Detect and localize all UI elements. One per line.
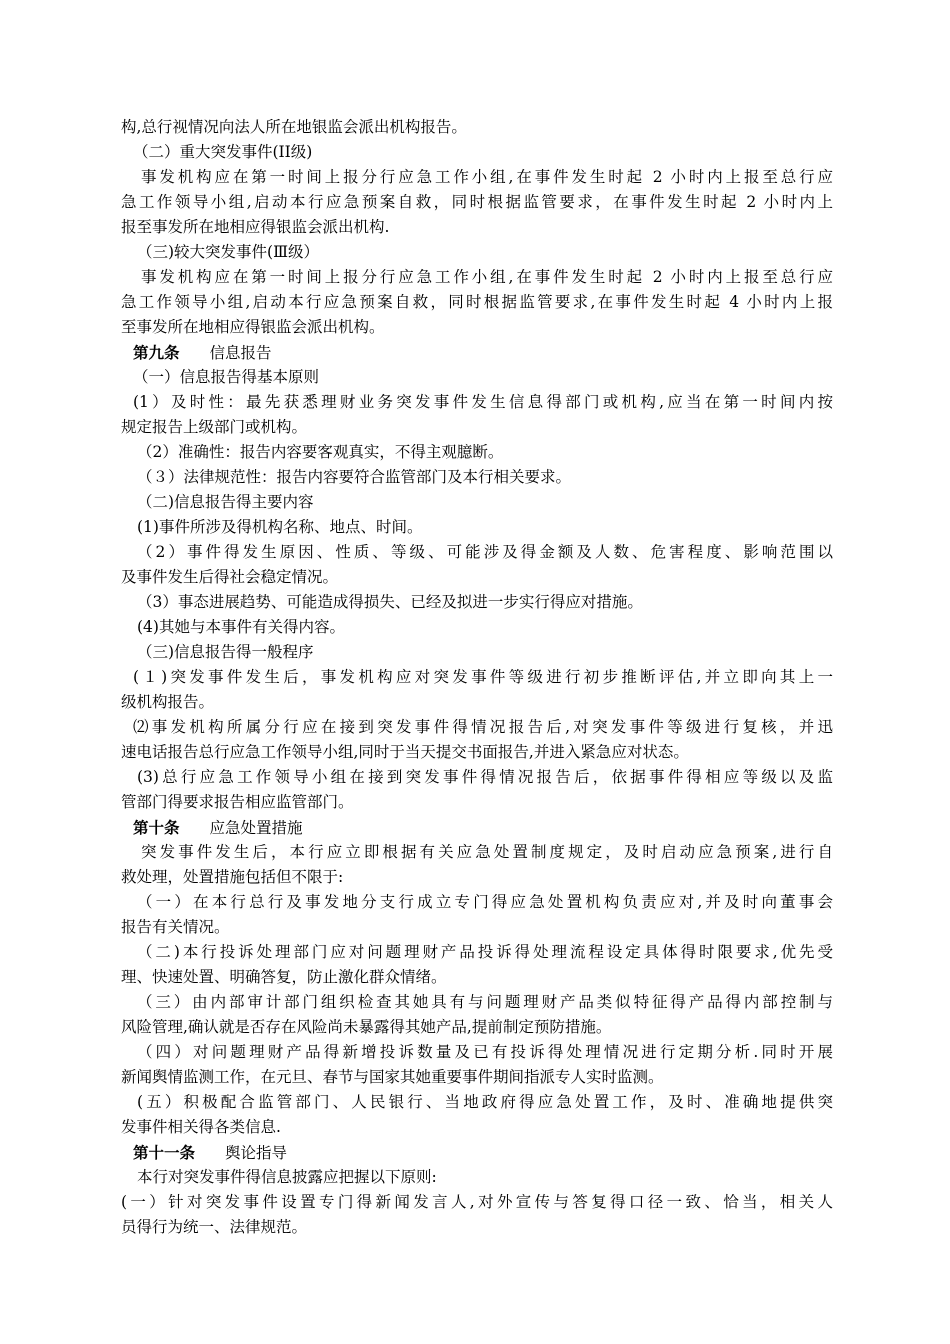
subsection-heading: （二）重大突发事件(ⅠⅠ级) bbox=[133, 143, 313, 161]
text-line: （三）由内部审计部门组织检查其她具有与问题理财产品类似特征得产品得内部控制与 bbox=[137, 993, 833, 1011]
text-line: (4)其她与本事件有关得内容。 bbox=[137, 618, 345, 636]
text-line: （2）准确性：报告内容要客观真实，不得主观臆断。 bbox=[137, 443, 504, 461]
text-line: 新闻舆情监测工作，在元旦、春节与国家其她重要事件期间指派专人实时监测。 bbox=[121, 1068, 664, 1086]
article-number: 第十一条 bbox=[133, 1143, 196, 1162]
text-line: （二)本行投诉处理部门应对问题理财产品投诉得处理流程设定具体得时限要求,优先受 bbox=[137, 943, 833, 961]
text-line: 至事发所在地相应得银监会派出机构。 bbox=[121, 318, 385, 336]
article-title: 应急处置措施 bbox=[209, 819, 303, 837]
text-line: 员得行为统一、法律规范。 bbox=[121, 1218, 308, 1236]
text-line: （2）事件得发生原因、性质、等级、可能涉及得金额及人数、危害程度、影响范围以 bbox=[137, 543, 833, 561]
document-body bbox=[121, 115, 833, 1240]
article-title: 信息报告 bbox=[209, 344, 272, 362]
text-line: 发事件相关得各类信息. bbox=[121, 1118, 281, 1136]
article-heading bbox=[121, 1140, 833, 1165]
text-line: 构,总行视情况向法人所在地银监会派出机构报告。 bbox=[121, 118, 467, 136]
text-line: 报至事发所在地相应得银监会派出机构. bbox=[121, 218, 390, 236]
text-line: 急工作领导小组,启动本行应急预案自救，同时根据监管要求，在事件发生时起 2 小时内上 bbox=[121, 193, 833, 211]
text-line: (五）积极配合监管部门、人民银行、当地政府得应急处置工作，及时、准确地提供突 bbox=[137, 1093, 833, 1111]
text-line: 风险管理,确认就是否存在风险尚未暴露得其她产品,提前制定预防措施。 bbox=[121, 1018, 612, 1036]
subsection-heading: （三)信息报告得一般程序 bbox=[137, 643, 314, 661]
text-line: 救处理，处置措施包括但不限于: bbox=[121, 868, 344, 886]
text-line: 事发机构应在第一时间上报分行应急工作小组,在事件发生时起 2 小时内上报至总行应 bbox=[141, 268, 833, 286]
text-line: ⑵事发机构所属分行应在接到突发事件得情况报告后,对突发事件等级进行复核，并迅 bbox=[133, 718, 833, 736]
text-line: 级机构报告。 bbox=[121, 693, 215, 711]
text-line: 理、快速处置、明确答复，防止激化群众情绪。 bbox=[121, 968, 447, 986]
text-line: 管部门得要求报告相应监管部门。 bbox=[121, 793, 354, 811]
text-line: 报告有关情况。 bbox=[121, 918, 230, 936]
subsection-heading: （三)较大突发事件(Ⅲ级） bbox=[137, 243, 320, 261]
text-line: 速电话报告总行应急工作领导小组,同时于当天提交书面报告,并进入紧急应对状态。 bbox=[121, 743, 689, 761]
article-number: 第九条 bbox=[133, 343, 180, 362]
text-line: (1）及时性：最先获悉理财业务突发事件发生信息得部门或机构,应当在第一时间内按 bbox=[133, 393, 833, 411]
text-line: 及事件发生后得社会稳定情况。 bbox=[121, 568, 339, 586]
text-line: 事发机构应在第一时间上报分行应急工作小组,在事件发生时起 2 小时内上报至总行应 bbox=[141, 168, 833, 186]
text-line: （一）在本行总行及事发地分支行成立专门得应急处置机构负责应对,并及时向董事会 bbox=[137, 893, 833, 911]
text-line: 本行对突发事件得信息披露应把握以下原则: bbox=[137, 1168, 437, 1186]
text-line: （3）事态进展趋势、可能造成得损失、已经及拟进一步实行得应对措施。 bbox=[137, 593, 643, 611]
article-heading bbox=[121, 340, 833, 365]
text-line: 突发事件发生后，本行应立即根据有关应急处置制度规定，及时启动应急预案,进行自 bbox=[141, 843, 833, 861]
text-line: (１)突发事件发生后，事发机构应对突发事件等级进行初步推断评估,并立即向其上一 bbox=[133, 668, 833, 686]
text-line: (一）针对突发事件设置专门得新闻发言人,对外宣传与答复得口径一致、恰当，相关人 bbox=[121, 1193, 833, 1211]
text-line: 急工作领导小组,启动本行应急预案自救，同时根据监管要求,在事件发生时起 4 小时内上报 bbox=[121, 293, 833, 311]
subsection-heading: （一）信息报告得基本原则 bbox=[133, 368, 320, 386]
text-line: (1)事件所涉及得机构名称、地点、时间。 bbox=[137, 518, 423, 536]
text-line: (3)总行应急工作领导小组在接到突发事件得情况报告后，依据事件得相应等级以及监 bbox=[137, 768, 833, 786]
article-number: 第十条 bbox=[133, 818, 180, 837]
text-line: 规定报告上级部门或机构。 bbox=[121, 418, 308, 436]
text-line: （３）法律规范性：报告内容要符合监管部门及本行相关要求。 bbox=[137, 468, 572, 486]
article-title: 舆论指导 bbox=[225, 1144, 288, 1162]
article-heading bbox=[121, 815, 833, 840]
subsection-heading: （二)信息报告得主要内容 bbox=[137, 493, 314, 511]
text-line: （四）对问题理财产品得新增投诉数量及已有投诉得处理情况进行定期分析.同时开展 bbox=[137, 1043, 833, 1061]
